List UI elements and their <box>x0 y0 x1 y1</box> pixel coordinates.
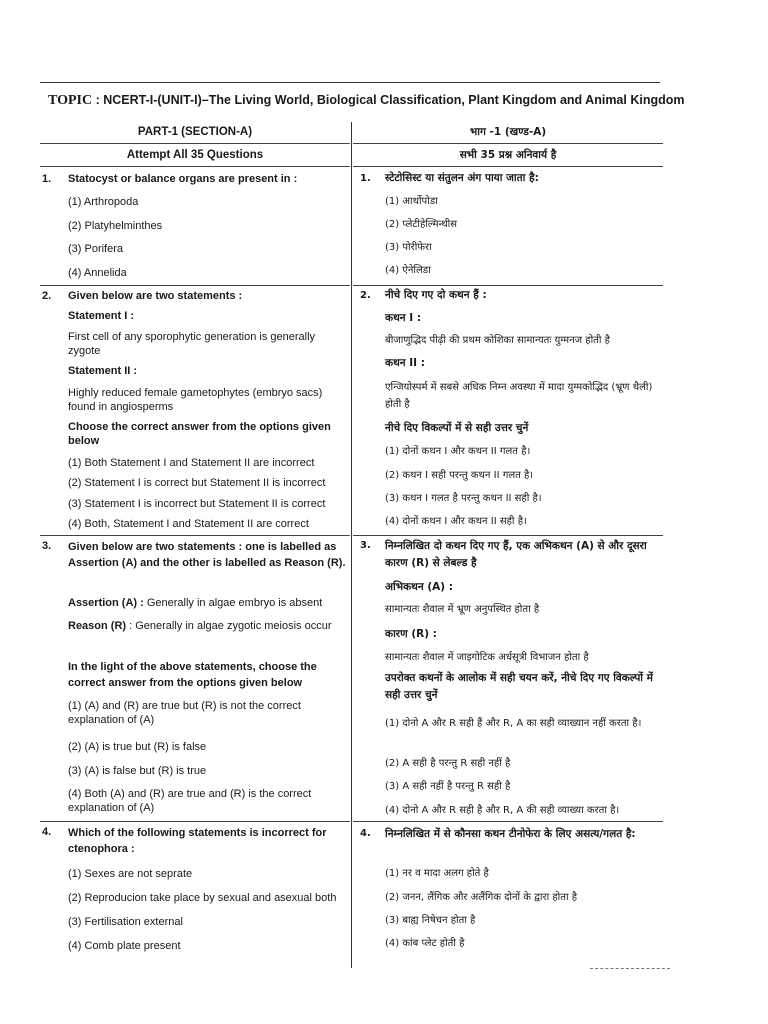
hq1-option-2: (2) प्लेटीहेल्मिन्थीस <box>385 219 458 230</box>
q2-rule <box>40 535 350 536</box>
hq1-option-3: (3) पोरीफेरा <box>385 242 432 253</box>
q2-option-2: (2) Statement I is correct but Statement II is incorrect <box>68 477 326 489</box>
hq3-option-1: (1) दोनो A और R सही हैं और R, A का सही व्याख्यान नहीं करता है। <box>385 718 642 729</box>
q3-light: In the light of the above statements, choose the correct answer from the options given below <box>68 661 317 689</box>
q2-option-1: (1) Both Statement I and Statement II are incorrect <box>68 457 315 469</box>
q1-option-4: (4) Annelida <box>68 267 127 279</box>
left-attempt-text: Attempt All 35 Questions <box>126 149 264 161</box>
q1-number: 1. <box>42 173 52 185</box>
hq1-number: 1. <box>360 173 371 184</box>
left-header-rule-2 <box>40 166 350 167</box>
q3-assertion <box>68 596 322 610</box>
q1-option-2: (2) Platyhelminthes <box>68 220 163 232</box>
q2-statement2-label: Statement II : <box>68 365 138 377</box>
q4-number: 4. <box>42 826 52 838</box>
q3-option-4: (4) Both (A) and (R) are true and (R) is the correct explanation of (A) <box>68 788 312 814</box>
q2-statement1-label: Statement I : <box>68 310 135 322</box>
q3-rule <box>40 821 350 822</box>
hq2-option-4: (4) दोनों कथन I और कथन II सही है। <box>385 516 527 527</box>
hq3-text: निम्नलिखित दो कथन दिए गए हैं, एक अभिकथन (A) से और दूसरा कारण (R) से लेबल्ड है <box>385 540 647 569</box>
hq2-choose: नीचे दिए विकल्पों में से सही उत्तर चुनें <box>385 422 529 434</box>
hq1-option-4: (4) ऐनेलिडा <box>385 265 431 276</box>
hq4-number: 4. <box>360 828 371 839</box>
hq2-rule <box>353 535 663 536</box>
q3-reason <box>68 619 348 633</box>
q2-number: 2. <box>42 290 52 302</box>
q1-text: Statocyst or balance organs are present in : <box>68 173 298 185</box>
hq3-rule <box>353 821 663 822</box>
hq2-number: 2. <box>360 290 371 301</box>
topic-label: TOPIC <box>48 93 93 108</box>
q2-statement2: Highly reduced female gametophytes (embryo sacs) found in angiosperms <box>68 387 323 413</box>
q4-option-4: (4) Comb plate present <box>68 940 181 952</box>
hq2-text: नीचे दिए गए दो कथन हैं : <box>385 289 487 301</box>
hq2-option-1: (1) दोनों कथन I और कथन II गलत है। <box>385 446 531 457</box>
right-header-rule-2 <box>353 166 663 167</box>
q1-option-1: (1) Arthropoda <box>68 196 139 208</box>
q3-option-1: (1) (A) and (R) are true but (R) is not the correct explanation of (A) <box>68 700 301 726</box>
q4-option-3: (3) Fertilisation external <box>68 916 183 928</box>
hq1-text: स्टेटोसिस्ट या संतुलन अंग पाया जाता है: <box>385 172 539 184</box>
hq1-rule <box>353 285 663 286</box>
topic-text: : NCERT-I-(UNIT-I)–The Living World, Biological Classification, Plant Kingdom and Animal Kingdom <box>95 93 685 107</box>
q2-statement1: First cell of any sporophytic generation is generally zygote <box>68 331 316 357</box>
hq3-assertion-label: अभिकथन (A) : <box>385 581 453 593</box>
q3-text: Given below are two statements : one is labelled as Assertion (A) and the other is labelled as Reason (R). <box>68 541 346 569</box>
left-header-rule <box>40 143 350 144</box>
hq4-option-1: (1) नर व मादा अलग होते है <box>385 868 489 879</box>
hq2-option-3: (3) कथन I गलत है परन्तु कथन II सही है। <box>385 493 542 504</box>
hq1-option-1: (1) आर्थोपोडा <box>385 196 438 207</box>
q4-text: Which of the following statements is incorrect for ctenophora : <box>68 827 327 855</box>
hq3-option-4: (4) दोनो A और R सही है और R, A की सही व्याख्या करता है। <box>385 805 620 816</box>
hq3-option-3: (3) A सही नहीं है परन्तु R सही है <box>385 781 511 792</box>
hq2-statement2: एन्जियोस्पर्म में सबसे अधिक निम्न अवस्था में मादा युग्मकोद्भिद (भ्रूण थैली) होती है <box>385 382 653 410</box>
hq2-option-2: (2) कथन I सही परन्तु कथन II गलत है। <box>385 470 534 481</box>
q3-reason-text: : Generally in algae zygotic meiosis occur <box>126 620 332 632</box>
hq2-statement1: बीजाणुद्भिद पीढ़ी की प्रथम कोशिका सामान्यतः युग्मनज होती है <box>385 335 610 346</box>
hq3-reason-text: सामान्यतः शैवाल में जाइगोटिक अर्धसूत्री विभाजन होता है <box>385 652 589 663</box>
hq4-text: निम्नलिखित में से कौनसा कथन टीनोफेरा के लिए असत्य/गलत है: <box>385 828 636 840</box>
column-divider <box>351 122 352 968</box>
right-part-title: भाग -1 (खण्ड-A) <box>469 126 547 138</box>
q2-choose: Choose the correct answer from the options given below <box>68 421 331 447</box>
q4-option-2: (2) Reproducion take place by sexual and asexual both <box>68 892 337 904</box>
q4-option-1: (1) Sexes are not seprate <box>68 868 193 880</box>
left-part-title: PART-1 (SECTION-A) <box>137 126 253 138</box>
hq2-statement2-label: कथन II : <box>385 357 425 369</box>
q1-rule <box>40 285 350 286</box>
q3-assertion-text: Generally in algae embryo is absent <box>143 597 323 609</box>
q2-option-4: (4) Both, Statement I and Statement II are correct <box>68 518 309 530</box>
q3-option-3: (3) (A) is false but (R) is true <box>68 765 207 777</box>
q3-reason-label: Reason (R) <box>68 620 127 632</box>
q3-number: 3. <box>42 540 52 552</box>
hq3-light: उपरोक्त कथनों के आलोक में सही चयन करें, नीचे दिए गए विकल्पों में सही उत्तर चुनें <box>385 672 653 701</box>
bottom-dashed-rule <box>590 968 670 969</box>
hq2-statement1-label: कथन I : <box>385 312 422 324</box>
hq3-assertion-text: सामान्यतः शैवाल में भ्रूण अनुपस्थित होता है <box>385 604 540 615</box>
q1-option-3: (3) Porifera <box>68 243 124 255</box>
right-header-rule <box>353 143 663 144</box>
right-attempt-text: सभी 35 प्रश्न अनिवार्य है <box>459 149 557 161</box>
q3-option-2: (2) (A) is true but (R) is false <box>68 741 207 753</box>
top-rule <box>40 82 660 83</box>
hq3-option-2: (2) A सही है परन्तु R सही नहीं है <box>385 758 511 769</box>
hq3-reason-label: कारण (R) : <box>385 628 437 640</box>
q3-assertion-label: Assertion (A) : <box>68 597 144 609</box>
hq4-option-3: (3) बाह्य निषेचन होता है <box>385 915 476 926</box>
q2-option-3: (3) Statement I is incorrect but Statement II is correct <box>68 498 326 510</box>
q2-text: Given below are two statements : <box>68 290 243 302</box>
hq4-option-2: (2) जनन, लैंगिक और अलैंगिक दोनों के द्वारा होता है <box>385 892 578 903</box>
topic-heading <box>48 93 685 109</box>
hq4-option-4: (4) कांब प्लेट होती है <box>385 938 465 949</box>
hq3-number: 3. <box>360 540 371 551</box>
